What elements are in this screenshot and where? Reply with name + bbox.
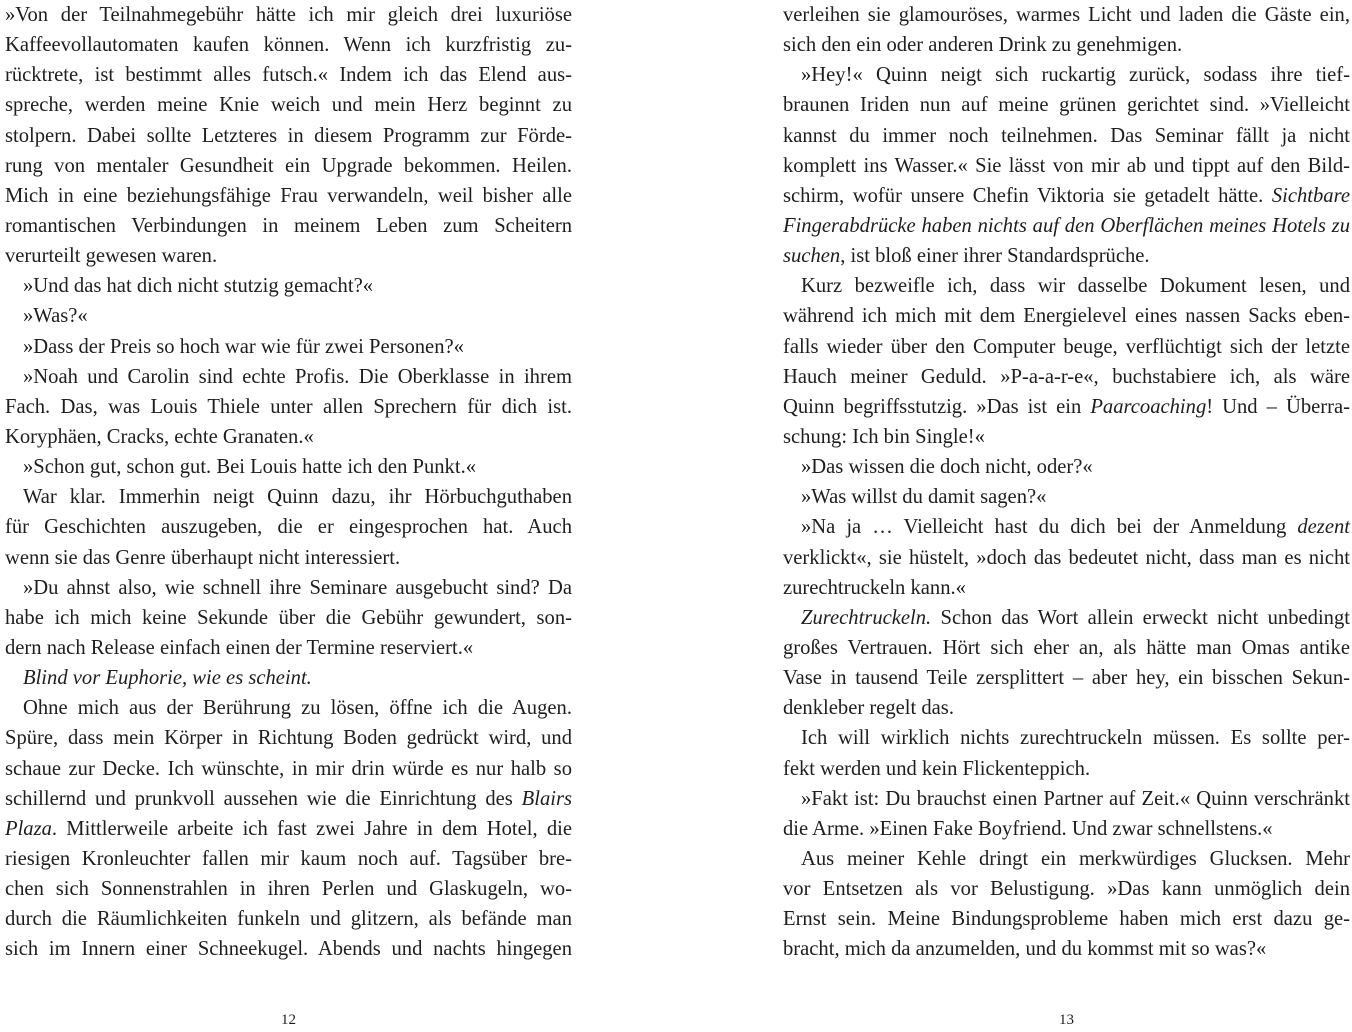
line-text: dern nach Release einfach einen der Termine reserviert.« [5, 636, 474, 659]
line-text: »Was?« [23, 305, 88, 328]
text-line [5, 934, 572, 964]
page-number-right: 13 [1059, 1012, 1074, 1028]
text-line [5, 211, 572, 241]
line-text: romantischen Verbindungen in meinem Leben zum Scheitern [5, 214, 572, 237]
line-text: Koryphäen, Cracks, echte Granaten.« [5, 425, 314, 448]
line-text: Kaffeevollautomaten kaufen können. Wenn ich kurzfristig zu- [5, 34, 572, 57]
line-text: »Schon gut, schon gut. Bei Louis hatte ich den Punkt.« [23, 456, 477, 479]
line-text: schillernd und prunkvoll aussehen wie die Einrichtung des [5, 787, 522, 810]
text-line [783, 151, 1350, 181]
text-line [5, 332, 572, 362]
italic-text: Blairs [521, 787, 572, 810]
line-text: rung von mentaler Gesundheit ein Upgrade bekommen. Heilen. [5, 154, 572, 177]
line-text: spreche, werden meine Knie weich und mein Herz beginnt zu [5, 94, 572, 117]
line-text: »Das wissen die doch nicht, oder?« [801, 456, 1093, 479]
line-text: verurteilt gewesen waren. [5, 245, 218, 268]
line-text: Hauch meiner Geduld. »P-a-a-r-e«, buchstabiere ich, als wäre [783, 365, 1350, 388]
text-line [783, 934, 1350, 964]
italic-text: dezent [1297, 516, 1350, 539]
line-text: kannst du immer noch teilnehmen. Das Seminar fällt ja nicht [783, 124, 1350, 147]
text-line [783, 332, 1350, 362]
italic-text: Plaza [5, 817, 52, 840]
text-line [783, 723, 1350, 753]
text-line [5, 392, 572, 422]
text-line [783, 784, 1350, 814]
line-text: wenn sie das Genre überhaupt nicht interessiert. [5, 546, 401, 569]
text-line [783, 874, 1350, 904]
text-line [5, 874, 572, 904]
line-text: habe ich mich keine Sekunde über die Gebühr gewundert, son- [5, 606, 572, 629]
italic-text: suchen [783, 245, 841, 268]
text-line [5, 603, 572, 633]
text-line [783, 241, 1350, 271]
line-text: »Hey!« Quinn neigt sich ruckartig zurück, sodass ihre tief- [801, 64, 1350, 87]
line-text: Schon das Wort allein erweckt nicht unbedingt [931, 606, 1350, 629]
text-line [783, 844, 1350, 874]
line-text: Ohne mich aus der Berührung zu lösen, öffne ich die Augen. [23, 697, 572, 720]
line-text: sich im Innern einer Schneekugel. Abends und nachts hingegen [5, 938, 572, 961]
text-line [783, 60, 1350, 90]
text-line [5, 693, 572, 723]
page-number-left: 12 [281, 1012, 296, 1028]
text-line [5, 0, 572, 30]
text-line [783, 633, 1350, 663]
line-text: für Geschichten auszugeben, die er eingesprochen hat. Auch [5, 516, 572, 539]
line-text: riesigen Kronleuchter fallen mir kaum noch auf. Tagsüber bre- [5, 847, 572, 870]
line-text: ! Und – Überra- [1206, 395, 1350, 418]
text-line [5, 60, 572, 90]
text-line [783, 362, 1350, 392]
text-line [783, 392, 1350, 422]
text-line [783, 482, 1350, 512]
text-line [5, 151, 572, 181]
italic-text: Paarcoaching [1090, 395, 1207, 418]
line-text: schaue zur Decke. Ich wünschte, in mir drin würde es nur halb so [5, 757, 572, 780]
text-line [783, 121, 1350, 151]
text-line [5, 452, 572, 482]
text-line [5, 754, 572, 784]
text-line [5, 422, 572, 452]
text-line [5, 814, 572, 844]
text-line [783, 543, 1350, 573]
text-line [5, 663, 572, 693]
line-text: »Dass der Preis so hoch war wie für zwei Personen?« [23, 335, 464, 358]
line-text: . Mittlerweile arbeite ich fast zwei Jahre in dem Hotel, die [51, 817, 572, 840]
line-text: die Arme. »Einen Fake Boyfriend. Und zwar schnellstens.« [783, 817, 1273, 840]
text-line [5, 784, 572, 814]
line-text: denkleber regelt das. [783, 697, 954, 720]
text-line [5, 30, 572, 60]
text-line [5, 121, 572, 151]
italic-text: Zurechtruckeln. [801, 606, 932, 629]
line-text: stolpern. Dabei sollte Letzteres in diesem Programm zur Förde- [5, 124, 572, 147]
text-line [783, 90, 1350, 120]
line-text: Ich will wirklich nichts zurechtruckeln müssen. Es sollte per- [801, 727, 1350, 750]
text-line [5, 904, 572, 934]
text-line [783, 181, 1350, 211]
line-text: durch die Räumlichkeiten funkeln und glitzern, als befände man [5, 908, 572, 931]
text-line [783, 814, 1350, 844]
text-line [5, 844, 572, 874]
text-line [783, 422, 1350, 452]
text-line [5, 512, 572, 542]
line-text: sich den ein oder anderen Drink zu genehmigen. [783, 34, 1183, 57]
text-line [5, 633, 572, 663]
text-line [5, 543, 572, 573]
text-line [783, 452, 1350, 482]
italic-text: Sichtbare [1271, 184, 1350, 207]
line-text: fekt werden und kein Flickenteppich. [783, 757, 1091, 780]
text-line [5, 181, 572, 211]
line-text: schirm, wofür unsere Chefin Viktoria sie getadelt hätte. [783, 184, 1272, 207]
line-text: War klar. Immerhin neigt Quinn dazu, ihr Hörbuchguthaben [23, 486, 572, 509]
line-text: vor Entsetzen als vor Belustigung. »Das kann unmöglich dein [783, 878, 1350, 901]
text-line [783, 904, 1350, 934]
line-text: »Na ja … Vielleicht hast du dich bei der Anmeldung [801, 516, 1298, 539]
text-line [783, 603, 1350, 633]
line-text: »Was willst du damit sagen?« [801, 486, 1047, 509]
line-text: schung: Ich bin Single!« [783, 425, 985, 448]
text-line [5, 241, 572, 271]
line-text: »Noah und Carolin sind echte Profis. Die Oberklasse in ihrem [23, 365, 572, 388]
line-text: braunen Iriden nun auf meine grünen gerichtet sind. »Vielleicht [783, 94, 1350, 117]
line-text: Kurz bezweifle ich, dass wir dasselbe Dokument lesen, und [801, 275, 1350, 298]
line-text: verleihen sie glamouröses, warmes Licht und laden die Gäste ein, [783, 4, 1350, 26]
text-line [5, 301, 572, 331]
line-text: zurechtruckeln kann.« [783, 576, 966, 599]
line-text: Ernst sein. Meine Bindungsprobleme haben mich erst dazu ge- [783, 908, 1350, 931]
line-text: chen sich Sonnenstrahlen in ihren Perlen und Glaskugeln, wo- [5, 878, 572, 901]
right-page [783, 0, 1350, 1032]
line-text: , ist bloß einer ihrer Standardsprüche. [840, 245, 1150, 268]
text-line [5, 362, 572, 392]
line-text: Aus meiner Kehle dringt ein merkwürdiges Glucksen. Mehr [801, 847, 1350, 870]
italic-text: Fingerabdrücke haben nichts auf den Oberflächen meines Hotels zu [783, 214, 1350, 237]
italic-text: Blind vor Euphorie, wie es scheint. [23, 667, 312, 690]
text-line [783, 754, 1350, 784]
line-text: Mich in eine beziehungsfähige Frau verwandeln, weil bisher alle [5, 184, 572, 207]
text-line [783, 30, 1350, 60]
left-page-text [5, 0, 572, 965]
line-text: bracht, mich da anzumelden, und du kommst mit so was?« [783, 938, 1267, 961]
line-text: rücktrete, ist bestimmt alles futsch.« Indem ich das Elend aus- [5, 64, 572, 87]
text-line [5, 271, 572, 301]
text-line [5, 723, 572, 753]
line-text: während ich mich mit dem Energielevel eines nassen Sacks eben- [783, 305, 1350, 328]
line-text: Fach. Das, was Louis Thiele unter allen Sprechern für dich ist. [5, 395, 572, 418]
text-line [5, 482, 572, 512]
text-line [783, 693, 1350, 723]
text-line [783, 271, 1350, 301]
left-page [5, 0, 572, 1032]
text-line [5, 90, 572, 120]
line-text: großes Vertrauen. Hört sich eher an, als hätte man Omas antike [783, 636, 1350, 659]
line-text: Vase in tausend Teile zersplittert – aber hey, ein bisschen Sekun- [783, 667, 1350, 690]
text-line [783, 512, 1350, 542]
text-line [783, 211, 1350, 241]
line-text: »Fakt ist: Du brauchst einen Partner auf Zeit.« Quinn verschränkt [801, 787, 1350, 810]
right-page-text [783, 0, 1350, 965]
text-line [783, 573, 1350, 603]
text-line [783, 301, 1350, 331]
line-text: verklickt«, sie hüstelt, »doch das bedeutet nicht, dass man es nicht [783, 546, 1350, 569]
line-text: »Du ahnst also, wie schnell ihre Seminare ausgebucht sind? Da [23, 576, 572, 599]
line-text: »Von der Teilnahmegebühr hätte ich mir gleich drei luxuriöse [5, 4, 572, 26]
line-text: Spüre, dass mein Körper in Richtung Boden gedrückt wird, und [5, 727, 572, 750]
text-line [783, 663, 1350, 693]
line-text: »Und das hat dich nicht stutzig gemacht?« [23, 275, 374, 298]
line-text: falls wieder über den Computer beuge, verflüchtigt sich der letzte [783, 335, 1350, 358]
line-text: komplett ins Wasser.« Sie lässt von mir ab und tippt auf den Bild- [783, 154, 1350, 177]
line-text: Quinn begriffsstutzig. »Das ist ein [783, 395, 1091, 418]
text-line [783, 0, 1350, 30]
text-line [5, 573, 572, 603]
